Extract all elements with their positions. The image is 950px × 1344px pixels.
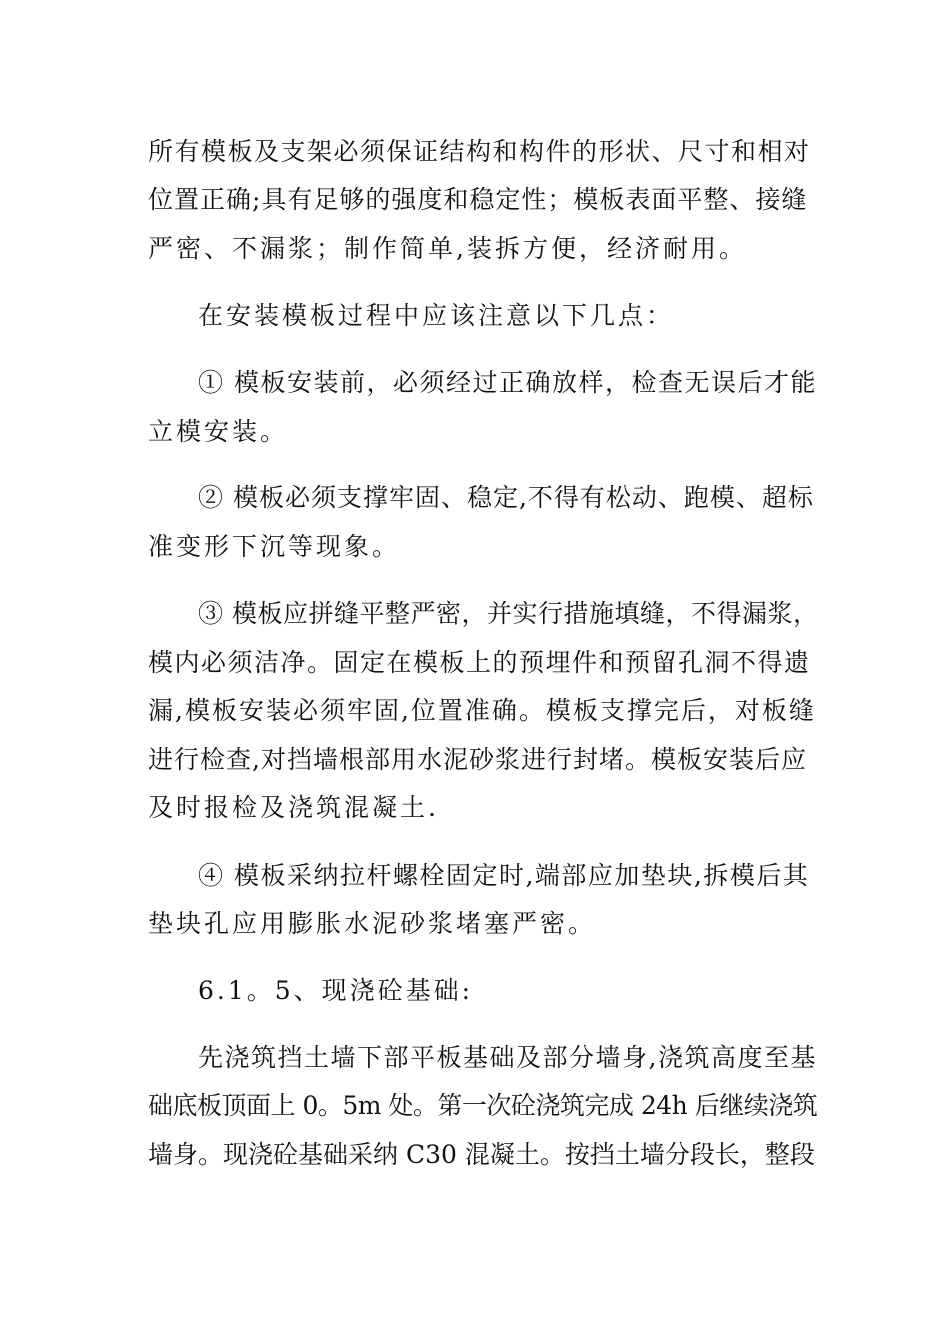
list-item-line: 准变形下沉等现象。: [148, 532, 401, 561]
list-item-line: ② 模板必须支撑牢固、稳定,不得有松动、跑模、超标: [198, 483, 814, 512]
list-item-line: ① 模板安装前，必须经过正确放样，检查无误后才能: [198, 368, 817, 397]
list-item-line: ③ 模板应拼缝平整严密，并实行措施填缝，不得漏浆，: [198, 599, 819, 628]
paragraph-line: 所有模板及支架必须保证结构和构件的形状、尺寸和相对: [148, 137, 811, 166]
paragraph-line: 在安装模板过程中应该注意以下几点：: [198, 301, 675, 330]
list-item-line: 及时报检及浇筑混凝土.: [148, 793, 439, 822]
list-item-line: 进行检查,对挡墙根部用水泥砂浆进行封堵。模板安装后应: [148, 745, 807, 774]
paragraph-line: 墙身。现浇砼基础采纳 C30 混凝土。按挡土墙分段长，整段: [148, 1140, 815, 1169]
paragraph-line: 严密、不漏浆；制作简单,装拆方便，经济耐用。: [148, 234, 747, 263]
paragraph-line: 先浇筑挡土墙下部平板基础及部分墙身,浇筑高度至基: [198, 1043, 817, 1072]
list-item-line: 漏,模板安装必须牢固,位置准确。模板支撑完后，对板缝: [148, 696, 816, 725]
list-item-line: 模内必须洁净。固定在模板上的预埋件和预留孔洞不得遗: [148, 648, 811, 677]
paragraph-line: 础底板顶面上 0。5m 处。第一次砼浇筑完成 24h 后继续浇筑: [148, 1091, 818, 1120]
section-heading: 6.1。5、现浇砼基础:: [198, 976, 474, 1005]
paragraph-line: 位置正确;具有足够的强度和稳定性；模板表面平整、接缝: [148, 185, 808, 214]
list-item-line: ④ 模板采纳拉杆螺栓固定时,端部应加垫块,拆模后其: [198, 861, 810, 890]
list-item-line: 立模安装。: [148, 417, 289, 446]
list-item-line: 垫块孔应用膨胀水泥砂浆堵塞严密。: [148, 909, 597, 938]
